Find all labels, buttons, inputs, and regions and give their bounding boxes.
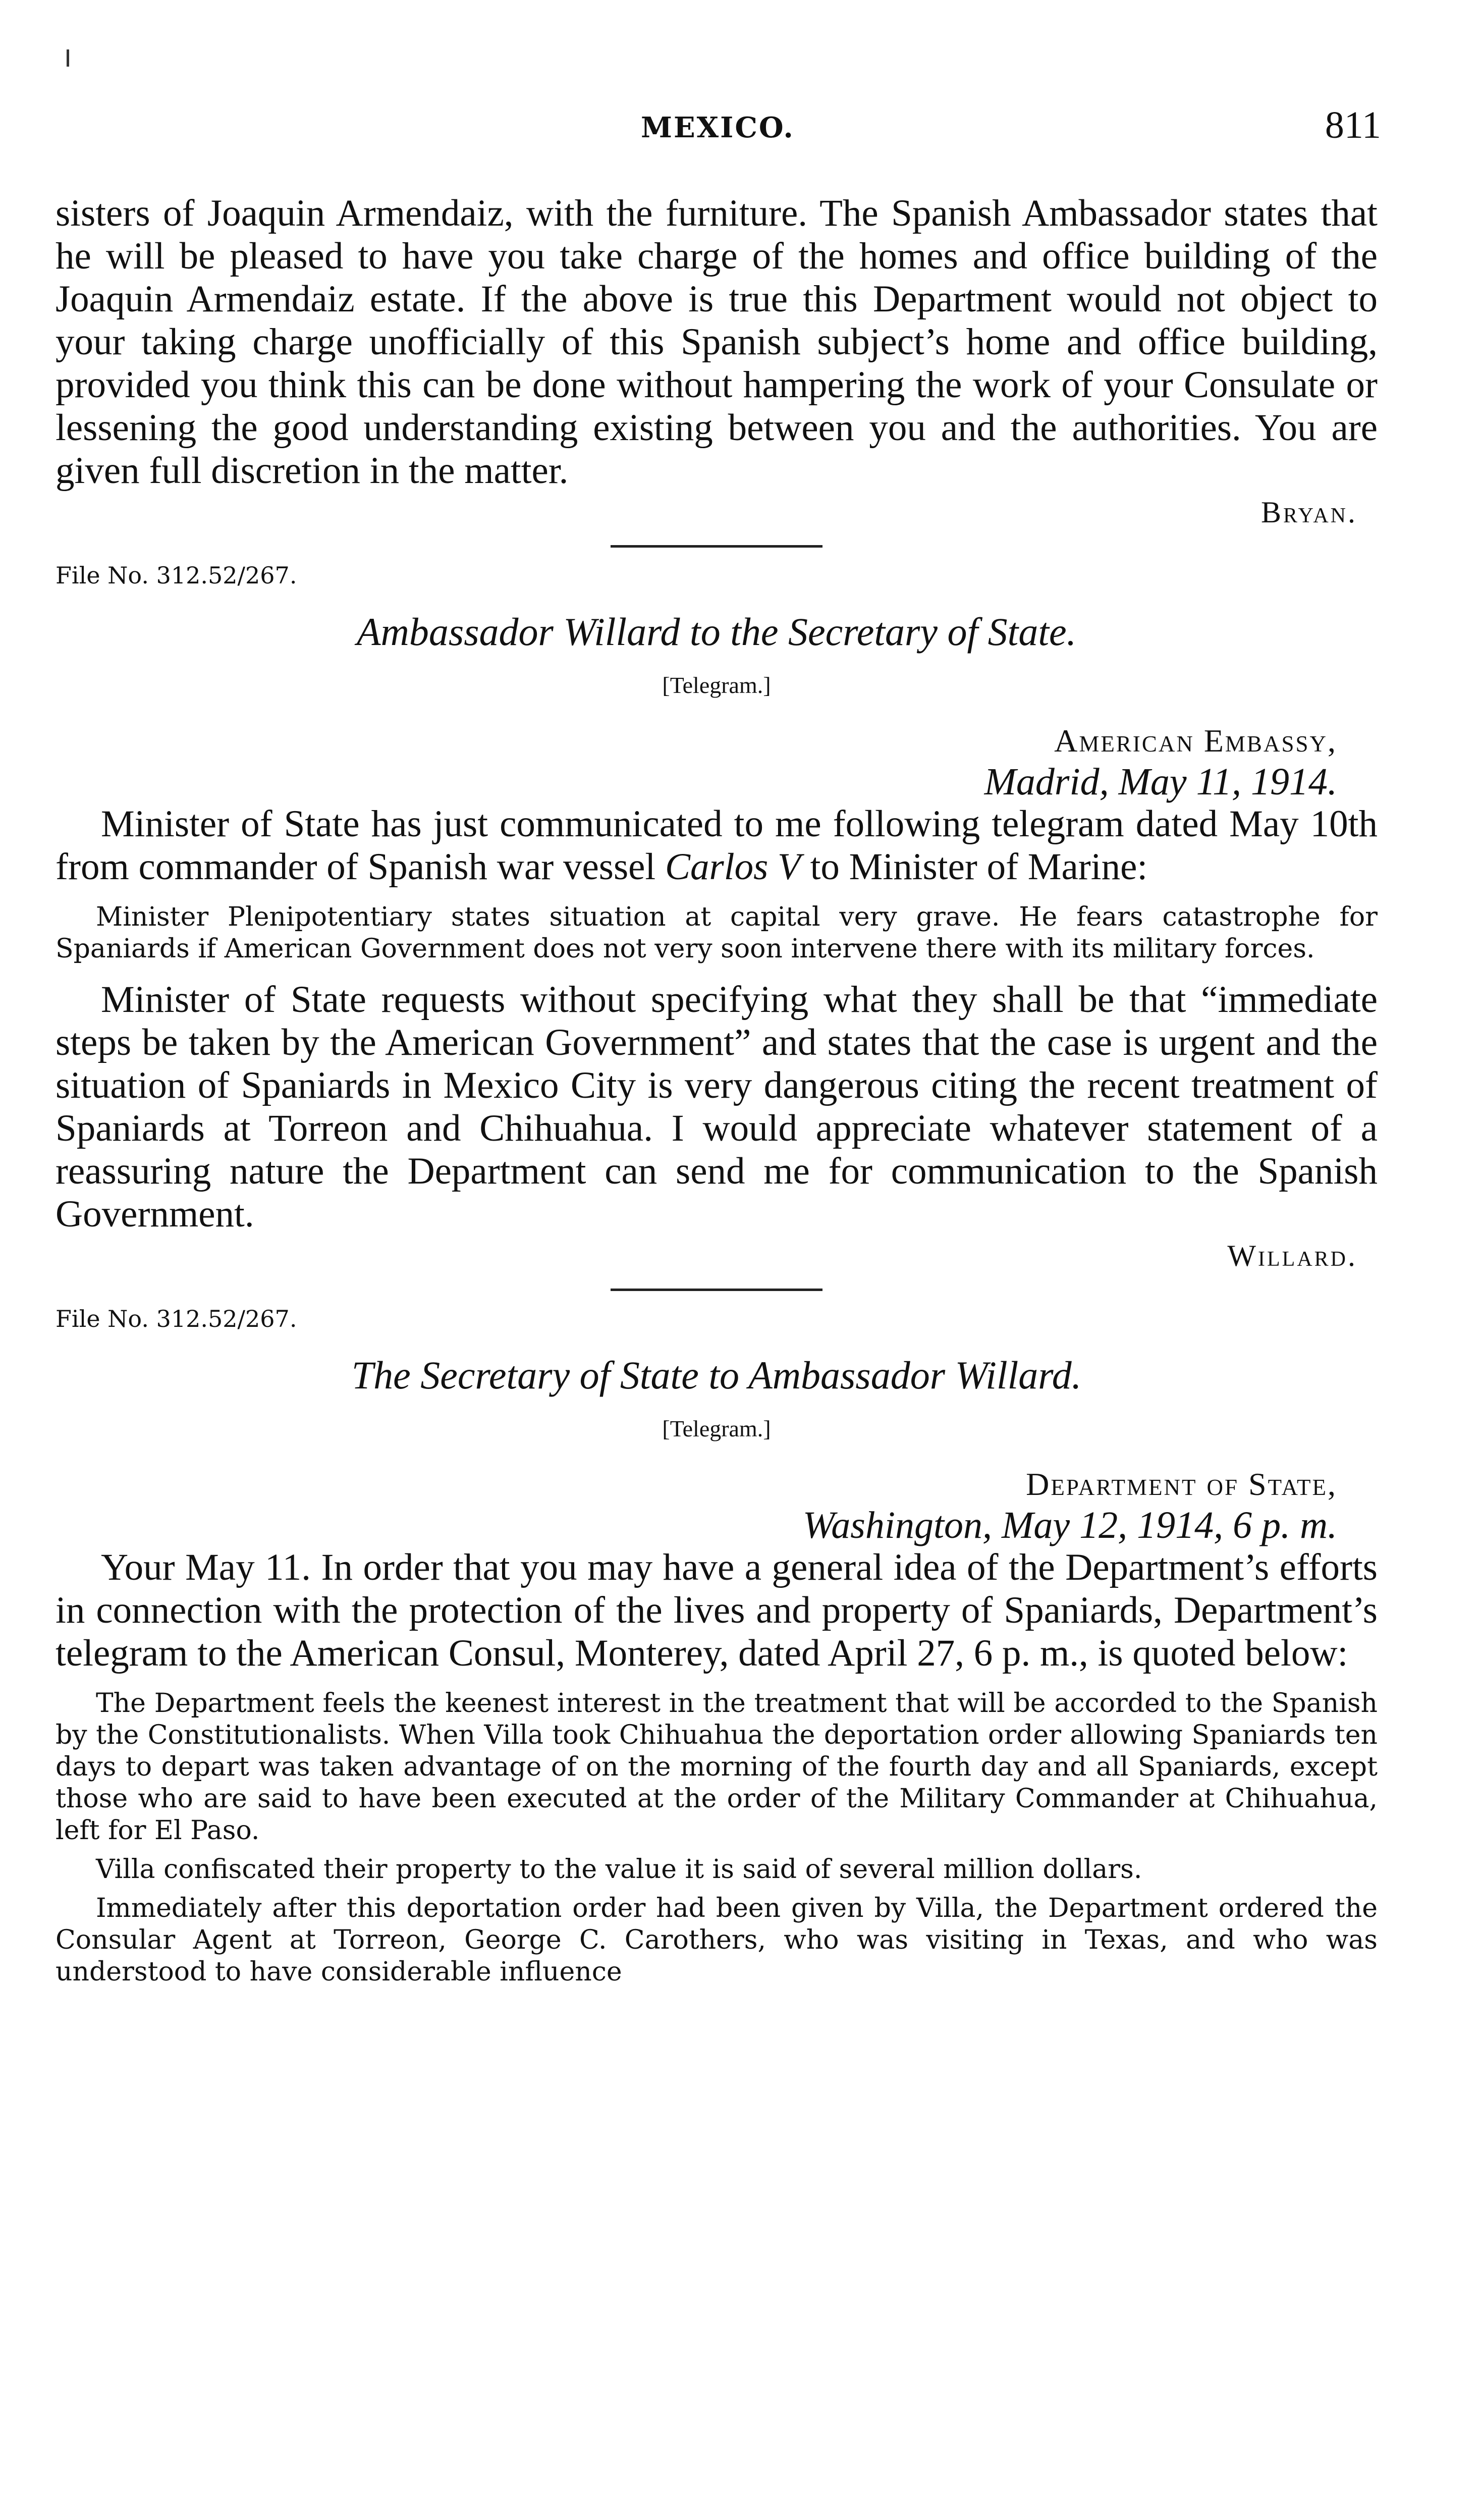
opening-paragraph: sisters of Joaquin Armendaiz, with the furniture. The Spanish Ambassador states that he will be pleased to have you take charge of the homes and office building of the Joaquin Armendaiz estate. If the above is true this Department would not object to your taking charge unofficially of this Spanish subject’s home and office building, provided you think this can be done without hampering the work of your Consulate or lessening the good understanding existing between you and the authorities. You are given full discretion in the matter. bbox=[56, 192, 1378, 492]
dateline-place: Department of State, bbox=[1026, 1466, 1337, 1502]
dateline-place: American Embassy, bbox=[1054, 723, 1337, 759]
vessel-name: Carlos V bbox=[665, 846, 801, 888]
body-paragraph: Your May 11. In order that you may have a general idea of the Department’s efforts in connection with the protection of the lives and property of Spaniards, Department’s telegram to the American Consul, Monterey, dated April 27, 6 p. m., is quoted below: bbox=[56, 1546, 1378, 1674]
document-heading: The Secretary of State to Ambassador Willard. bbox=[351, 1353, 1082, 1397]
dateline bbox=[56, 1464, 1337, 1546]
signature-bryan: Bryan. bbox=[1260, 496, 1357, 529]
paragraph-text: to Minister of Marine: bbox=[810, 846, 1148, 888]
quote-paragraph: Immediately after this deportation order had been given by Villa, the Department ordered the Consular Agent at Torreon, George C. Carothers, who was visiting in Texas, and who was understood to have considerable influence bbox=[56, 1893, 1378, 1987]
file-number: File No. 312.52/267. bbox=[56, 562, 297, 589]
signature-willard: Willard. bbox=[1227, 1239, 1357, 1272]
quote-paragraph: The Department feels the keenest interest in the treatment that will be accorded to the Spanish by the Constitutionalists. When Villa took Chihuahua the deportation order allowing Spaniards ten days to depart was taken advantage of on the morning of the fourth day and all Spaniards, except those who are said to have been executed at the order of the Military Commander at Chihuahua, left for El Paso. bbox=[56, 1688, 1378, 1846]
paragraph-text: Minister of State has just communicated to me following telegram dated May 10th from commander of Spanish war vessel bbox=[56, 803, 1378, 888]
body-paragraph: Minister of State requests without specifying what they shall be that “immediate steps be taken by the American Government” and states that the case is urgent and the situation of Spaniards in Mexico City is very dangerous citing the recent treatment of Spaniards at Torreon and Chihuahua. I would appreciate whatever statement of a reassuring nature the Department can send me for communication to the Spanish Government. bbox=[56, 979, 1378, 1235]
section-divider bbox=[611, 1289, 822, 1291]
quote-paragraph: Villa confiscated their property to the value it is said of several million dollars. bbox=[96, 1854, 1142, 1885]
telegram-label: [Telegram.] bbox=[662, 672, 771, 698]
telegram-label: [Telegram.] bbox=[662, 1416, 771, 1441]
dateline bbox=[56, 721, 1337, 802]
file-number: File No. 312.52/267. bbox=[56, 1305, 297, 1332]
text-column bbox=[56, 192, 1378, 2001]
page-number: 811 bbox=[1325, 104, 1381, 146]
running-title: MEXICO. bbox=[641, 111, 795, 144]
dateline-date: Madrid, May 11, 1914. bbox=[984, 761, 1337, 803]
quote-paragraph: Minister Plenipotentiary states situation at capital very grave. He fears catastrophe for Spaniards if American Government does not very soon intervene there with its military forces. bbox=[56, 902, 1378, 964]
stray-mark bbox=[67, 49, 69, 67]
quoted-telegram bbox=[56, 901, 1378, 965]
section-divider bbox=[611, 545, 822, 548]
quoted-telegram bbox=[56, 1688, 1378, 1988]
document-heading: Ambassador Willard to the Secretary of State. bbox=[356, 610, 1077, 654]
dateline-date: Washington, May 12, 1914, 6 p. m. bbox=[802, 1504, 1337, 1546]
body-paragraph bbox=[56, 802, 1378, 888]
